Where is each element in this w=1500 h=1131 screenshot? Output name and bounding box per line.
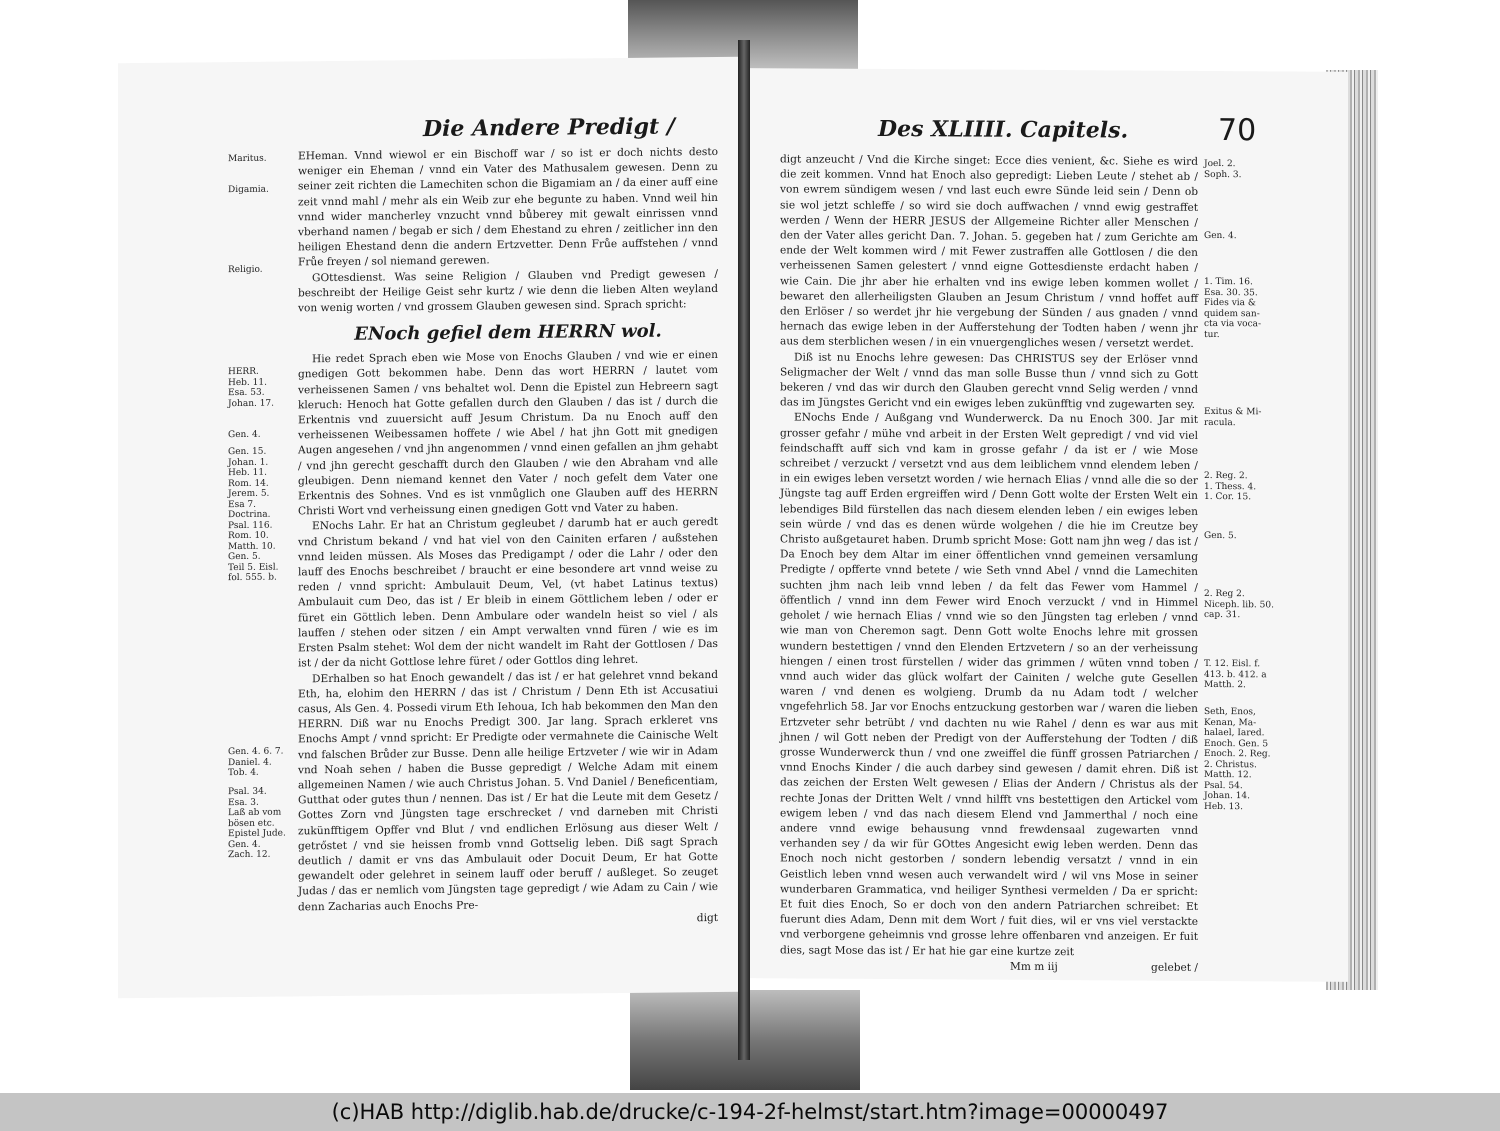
left-body-text [298, 145, 718, 930]
margin-note: Religio. [228, 264, 263, 276]
margin-note: HERR. Heb. 11. Esa. 53. Johan. 17. [228, 366, 275, 409]
margin-note: Gen. 15. Johan. 1. Heb. 11. Rom. 14. Jerem. 5. Esa 7. Doctrina. Psal. 116. Rom. 10. Matth. 10. Gen. 5. Teil 5. Eisl. fol. 555. b. [228, 446, 279, 584]
section-title: ENoch gefiel dem HERRN wol. [354, 320, 662, 346]
left-page [118, 57, 740, 999]
catchword: digt [696, 911, 718, 924]
paragraph: EHeman. Vnnd wiewol er ein Bischoff war / so ist er doch nichts desto weniger ein Eheman / vnnd ein Vater des Mathusalem gewesen. Denn zu seiner zeit richten die Lamechiten schon die Bigamiam an / da einer auff eine zeit vnnd mahl / mehr als ein Weib zur ehe begunte zu haben. Vnnd weil hin vnnd wider mancherley vnzucht vnnd bůberey mit gewalt einrissen vnnd vberhand namen / begab er sich / dem Ehestand zu ehren / zeitlicher inn den heiligen Ehestand denn die andern Ertzvetter. Denn Frůe auffstehen / vnnd Frůe freyen / sol niemand gerewen. [298, 145, 718, 269]
copyright-credit: (c)HAB http://diglib.hab.de/drucke/c-194-2f-helmst/start.htm?image=00000497 [331, 1100, 1169, 1124]
margin-note: Psal. 34. Esa. 3. Laß ab vom bösen etc. Epistel Jude. Gen. 4. Zach. 12. [228, 786, 286, 861]
right-page [748, 68, 1348, 982]
margin-note: T. 12. Eisl. f. 413. b. 412. a Matth. 2. [1204, 658, 1267, 691]
footer-bar [0, 1093, 1500, 1131]
paragraph: DErhalben so hat Enoch gewandelt / das ist / er hat gelehret vnnd bekand Eth, ha, elohim den HERRN / das ist / Christum / Denn Eth ist Accusatiui casus, Als Gen. 4. Possedi virum Eth Iehoua, Ich hab bekommen den Man den HERRN. Diß war nu Enochs Predigt 300. Jar lang. Sprach erkleret vns Enochs Ampt / vnnd spricht: Er Predigte oder vermahnete die Cainische Welt vnd falschen Brůder zur Busse. Denn alle heilige Ertzveter / wie wir in Adam vnd Noah sehen / haben die Busse gepredigt / Welche Adam mit einem allgemeinen Namen / wie auch Christus Johan. 5. Vnd Daniel / Beneficentiam, Gutthat oder gutes thun / nennen. Das ist / Er hat die Leute mit dem Gesetz / Gottes Zorn vnd Jüngsten tage erschrecket / vnd darneben mit Christi zukünfftigem Opffer vnd Blut / vnd endlichen Erlösung aus dieser Welt / getrőstet / vnd sie heissen fromb vnnd Gottselig leben. Diß sagt Sprach deutlich / damit er vns das Ambulauit oder Docuit Deum, Er hat Gotte gewandelt oder gelehret in seinem lauff oder beruff / außleget. So zeuget Judas / das er nemlich vom Jüngsten tage gepredigt / wie Adam zu Cain / wie denn Zacharias auch Enochs Pre- [298, 668, 718, 913]
margin-note: 1. Tim. 16. Esa. 30. 35. Fides via & quidem san- cta via voca- tur. [1204, 276, 1262, 340]
paragraph: GOttesdienst. Was seine Religion / Glauben vnd Predigt gewesen / beschreibt der Heilige Geist sehr kurtz / wie denn die lieben Alten weyland von wenig worten / vnd grossem Glauben gewesen sind. Sprach spricht: [298, 267, 718, 315]
signature-mark: Mm m iij [1010, 960, 1058, 973]
margin-note: Maritus. [228, 153, 267, 165]
left-running-head: Die Andere Predigt / [423, 113, 675, 143]
margin-note: 2. Reg. 2. 1. Thess. 4. 1. Cor. 15. [1204, 470, 1257, 503]
margin-note: Gen. 4. [1204, 230, 1237, 242]
paragraph: ENochs Lahr. Er hat an Christum gegleubet / darumb hat er auch geredt vnd Christum bekand / vnd hat viel von den Cainiten erfaren / außstehen vnnd leiden müssen. Als Moses das Predigampt / oder die Lahr / oder den lauff des Enochs beschreibet / braucht er eine besondere art vnnd weise zu reden / vnnd spricht: Ambulauit Deum, Vel, (vt habet Latinus textus) Ambulauit cum Deo, das ist / Er bleib in einem Göttlichem leben / oder er füret ein Göttlich leben. Denn Ambulare oder wandeln heist so viel / als lauffen / stehen oder sitzen / ein Ampt verwalten vnnd füren / wie es im Ersten Psalm stehet: Wol dem der nicht wandelt im Raht der Gottlosen / Das ist / der da nicht Gottlose lehre füret / oder Gottlos ding lehret. [298, 516, 718, 670]
margin-note: Seth, Enos, Kenan, Ma- halael, Iared. Enoch. Gen. 5 Enoch. 2. Reg. 2. Christus. Matth. 12. Psal. 54. Johan. 14. Heb. 13. [1204, 706, 1271, 812]
book-spine [738, 40, 750, 1060]
paragraph: Hie redet Sprach eben wie Mose von Enochs Glauben / vnd wie er einen gnedigen Gott bekommen habe. Denn das wort HERRN / lautet vom verheissenen Samen / vns behaltet wol. Denn die Epistel zun Hebreern sagt kleruch: Henoch hat Gotte gefallen durch den Glauben / das ist / durch die Erkentnis vnd zuuersicht auff Jesum Christum. Da nu Enoch auff den verheissenen Weibessamen hoffete / wie Abel / hat jhn Gott mit gnedigen Augen angesehen / vnd jhn angenommen / vnnd einen gefallen an jhm gehabt / vnd jhn gerecht geschafft durch den Glauben / wie den Abraham vnd alle gleubigen. Denn niemand kennet den Vater / noch gefelt dem Vater one Erkentnis des Sohnes. Vnd es ist vnmůglich one Glauben auff des HERRN Christi Wort vnd verheissung einen gnedigen Gott vnd Vater zu haben. [298, 349, 718, 518]
margin-note: Digamia. [228, 184, 269, 196]
margin-note: Exitus & Mi- racula. [1204, 406, 1262, 428]
margin-note: Gen. 4. 6. 7. Daniel. 4. Tob. 4. [228, 746, 284, 779]
margin-note: Gen. 4. [228, 429, 261, 441]
folio-number: 70 [1218, 113, 1257, 149]
margin-note: Gen. 5. [1204, 530, 1237, 542]
right-running-head: Des XLIIII. Capitels. [878, 115, 1129, 144]
margin-note: Joel. 2. Soph. 3. [1204, 158, 1242, 180]
paragraph: digt anzeucht / Vnd die Kirche singet: Ecce dies venient, &c. Siehe es wird die zeit kommen. Vnnd hat Enoch also gepredigt: Lieben Leute / stehet ab / von ewrem sündigem wesen / vnd last euch ewre Sünde leid sein / Denn ob sie wol jetzt schleffe / so wird sie doch auffwachen / vnnd ewig gestraffet werden / Wenn der HERR JESUS der Allgemeine Richter aller Menschen / den der Vater alles gericht Dan. 7. Johan. 5. gegeben hat / zum Gerichte am ende der Welt kommen wird / mit Fewer zustraffen alle Gottlosen / die den verheissenen Samen gelestert / vnnd eigne Gottesdienste erdacht haben / wie Cain. Die jhr aber hie erhalten vnd ins ewige leben kommen wollet / bewaret den allerheiligsten Glauben an Jesum Christum / vnnd hoffet auff den Erlöser / so werdet jhr hie vergebung der Sünden / aus gnaden / vnnd hernach das ewige leben in der Aufferstehung der Todten haben / wenn jhr aus dem sterblichen wesen / in ein vnuergengliches wesen / versetzt werdet. [780, 153, 1198, 351]
catchword: gelebet / [1151, 961, 1198, 974]
right-body-text [780, 152, 1198, 975]
margin-note: 2. Reg 2. Niceph. lib. 50. cap. 31. [1204, 588, 1274, 621]
paragraph: ENochs Ende / Außgang vnd Wunderwerck. Da nu Enoch 300. Jar mit grosser gefahr / mühe vnd arbeit in der Ersten Welt gepredigt / vnd vid viel feindschafft auff sich vnd kam in grosse gefahr / da ist er / wie Mose schreibet / verzuckt / versetzt vnd aus dem leiblichem vnnd elendem leben / in ein ewiges leben versetzt worden / wie hernach Elias / vnnd alle die so der Jüngste tag auff Erden ergreiffen wird / Denn Gott wolte der Ersten Welt ein lebendiges Bild fürstellen das nach diesem elenden leben / ein ewiges leben sein würde / vnd das es denen würde wolgehen / die hie im Creutze bey Christo außgetauret haben. Drumb spricht Mose: Gott nam jhn weg / das ist / Da Enoch bey dem Altar im einer öffentlichen vnnd gemeinen versamlung Predigte / opfferte vnnd betete / wie Seth vnnd Abel / vnnd die Lamechiten suchten jhm nach leib vnnd leben / da felt das Fewer vom Hammel / öffentlich / vnnd inn dem Fewer wird Enoch verzuckt / vnd in Himmel geholet / wie hernach Elias / vnnd wie so den Jüngsten tag erleben / vnnd wie man von Cheremon sagt. Denn Gott wolte Enochs lehre mit grossen wundern bestettigen / vnnd den Elenden Ertzvetern / so an der verheissung hiengen / einen trost fürstellen / wider das grimmen / wüten vnnd toben / vnnd auch wider das glück wolfart der Cainiten / welche gute Gesellen waren / vnd denen es wolgieng. Drumb da nu Adam todt / welcher vngefehrlich 58. Jar vor Enochs entzuckung gestorben war / waren die lieben Ertzveter sehr betrübt / vnd dachten nu wie Rahel / denn es war aus mit jhnen / wil Gott neben der Predigt von der Aufferstehung der Todten / diß grosse Wunderwerck thun / vnd one zweiffel die fünff grossen Patriarchen / vnnd Enochs Kinder / die auch darbey sind gewesen / damit ehren. Diß ist das zeichen der Ersten Welt gewesen / Elias der Andern / Christus als der rechte Jonas der Dritten Welt / vnnd hilfft vns bestettigen den Artickel vom ewigem leben / vnd das nach diesem Elend vnd Jammerthal / noch eine andere vnnd ewige behausung vnnd frewdensaal zugewarten vnnd verhanden sey / da wir für GOttes Angesicht ewig leben werden. Denn das Enoch noch nicht gestorben / sondern lebendig versatzt / vnnd in ein Geistlich leben vnnd wesen auch verwandelt wird / wil vns Mose in seiner wunderbaren Grammatica, vnd heiliger Synthesi vermelden / Da er spricht: Et fuit dies Enoch, So er doch von den andern Patriarchen schreibet: Et fuerunt dies Adam, Denn mit dem Wort / fuit dies, wil er vns viel verstackte vnd verborgene geheimnis vnd grosse lehre offenbaren vnd anzeigen. Er fuit dies, sagt Mose das ist / Er hat hie gar eine kurtze zeit [780, 411, 1198, 958]
paragraph: Diß ist nu Enochs lehre gewesen: Das CHRISTUS sey der Erlöser vnnd Seligmacher der Welt / vnnd das man solle Busse thun / vnnd sich zu Gott bekeren / vnd das wir durch den Glauben gerecht vnnd Selig werden / vnnd das im Jüngstes Gericht vnd ein ewiges leben zukünfftig vnd zugewarten sey. [780, 351, 1198, 412]
